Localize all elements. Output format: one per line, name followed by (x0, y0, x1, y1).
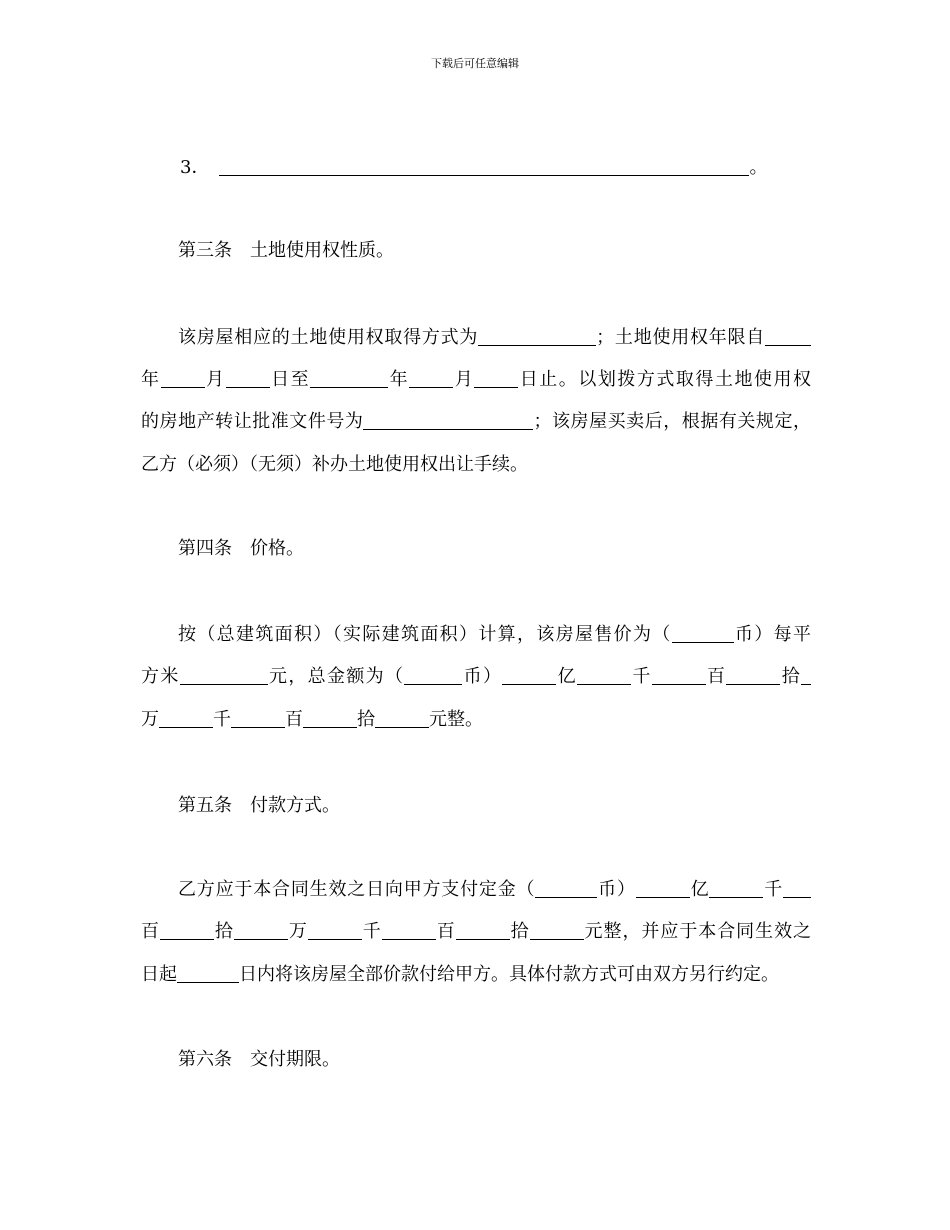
article-5-title: 第五条 付款方式。 (178, 795, 340, 816)
page-header: 下载后可任意编辑 (431, 57, 519, 70)
fill-blank (726, 668, 780, 685)
fill-blank (234, 923, 288, 940)
article-4-line-3 (141, 709, 483, 731)
text: 元，总金额为（ (267, 666, 405, 687)
fill-blank (303, 711, 357, 728)
fill-blank (363, 413, 533, 430)
fill-blank (375, 711, 429, 728)
text: ；土地使用权年限自 (596, 327, 766, 348)
text: 方米 (141, 666, 180, 687)
article-6-title: 第六条 交付期限。 (178, 1049, 340, 1070)
fill-blank (180, 668, 268, 685)
fill-blank (502, 668, 556, 685)
fill-blank (456, 923, 510, 940)
text: 拾 (213, 921, 234, 942)
fill-blank (672, 626, 734, 643)
fill-blank (636, 881, 690, 898)
article-3-line-1 (178, 327, 811, 349)
text: 拾 (357, 709, 375, 730)
fill-blank (801, 668, 811, 685)
text: 元整。 (429, 709, 483, 730)
text: 千 (213, 709, 231, 730)
text: 该房屋相应的土地使用权取得方式为 (178, 327, 479, 348)
fill-blank (310, 371, 388, 388)
text: 币） (597, 879, 636, 900)
article-5-line-3 (141, 964, 779, 986)
text: 按（总建筑面积）（实际建筑面积）计算，该房屋售价为（ (178, 624, 672, 645)
fill-blank (577, 668, 631, 685)
fill-blank (219, 159, 749, 176)
article-3-title: 第三条 土地使用权性质。 (178, 240, 394, 261)
text: 日止。以划拨方式取得土地使用权 (518, 369, 812, 390)
article-4-line-2 (141, 666, 811, 688)
article-4-line-1 (178, 624, 811, 646)
fill-blank (783, 881, 811, 898)
item-3-line (180, 157, 767, 179)
fill-blank (409, 371, 453, 388)
text: 千 (763, 879, 784, 900)
fill-blank (308, 923, 362, 940)
text: 乙方应于本合同生效之日向甲方支付定金（ (178, 879, 536, 900)
article-5-line-2 (141, 921, 811, 943)
fill-blank (161, 371, 205, 388)
text: ；该房屋买卖后，根据有关规定， (533, 411, 812, 432)
fill-blank (652, 668, 706, 685)
fill-blank (404, 668, 462, 685)
text: 百 (435, 921, 456, 942)
item-number: 3． (180, 157, 210, 178)
fill-blank (177, 966, 239, 983)
fill-blank (474, 371, 518, 388)
fill-blank (709, 881, 763, 898)
fill-blank (160, 923, 214, 940)
fill-blank (231, 711, 285, 728)
article-3-line-4: 乙方（必须）（无须）补办土地使用权出让手续。 (141, 454, 528, 475)
fill-blank (159, 711, 213, 728)
text: 拾 (780, 666, 802, 687)
article-5-line-1 (178, 879, 811, 901)
text: 百 (141, 921, 160, 942)
text: 元整，并应于本合同生效之 (583, 921, 812, 942)
text: 万 (141, 709, 159, 730)
text: 的房地产转让批准文件号为 (141, 411, 364, 432)
text: 日内将该房屋全部价款付给甲方。具体付款方式可由双方另行约定。 (239, 964, 779, 985)
text: 日起 (141, 964, 177, 985)
fill-blank (530, 923, 584, 940)
article-3-line-3 (141, 411, 811, 433)
article-3-line-2 (141, 369, 811, 391)
fill-blank (226, 371, 270, 388)
text: 月 (453, 369, 475, 390)
text: 币）每平 (733, 624, 812, 645)
fill-blank (535, 881, 597, 898)
text: 币） (462, 666, 503, 687)
text: 日至 (269, 369, 311, 390)
text: 年 (141, 369, 161, 390)
text: 月 (204, 369, 226, 390)
fill-blank (382, 923, 436, 940)
text: 拾 (509, 921, 530, 942)
item-end: 。 (749, 157, 768, 178)
article-4-title: 第四条 价格。 (178, 538, 304, 559)
fill-blank (478, 329, 596, 346)
text: 万 (287, 921, 308, 942)
text: 千 (631, 666, 652, 687)
text: 亿 (556, 666, 578, 687)
text: 百 (285, 709, 303, 730)
text: 亿 (689, 879, 710, 900)
text: 百 (705, 666, 727, 687)
text: 年 (388, 369, 410, 390)
fill-blank (765, 329, 811, 346)
text: 千 (361, 921, 382, 942)
